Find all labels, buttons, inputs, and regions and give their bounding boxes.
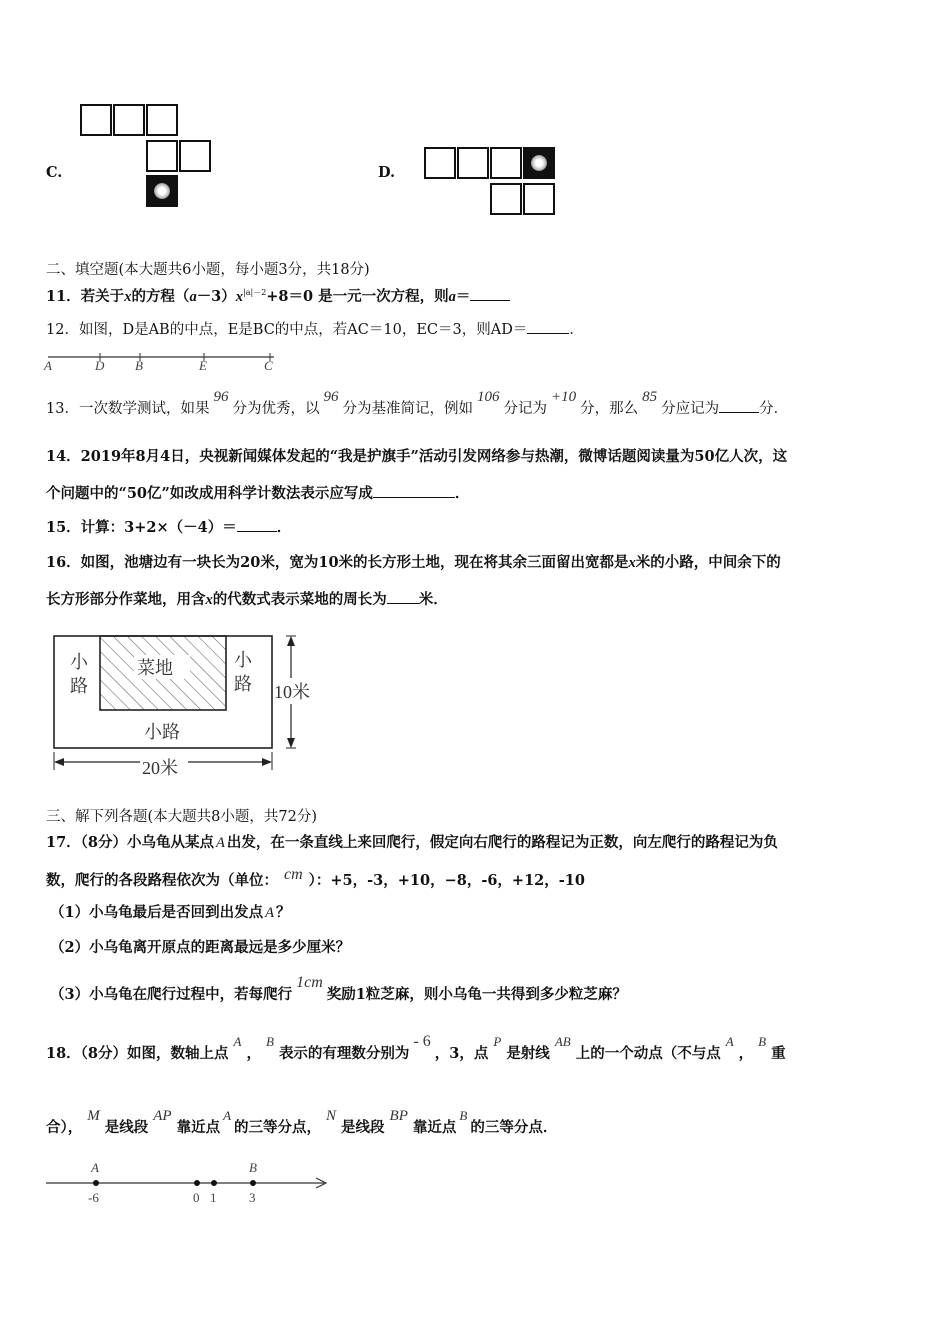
answer-blank [387,603,419,604]
garden-figure [48,628,338,780]
question-11: 11．若关于x的方程$(a-3)x^{|a|-2}+8=0$ 是一元一次方程，则a＝ [46,289,510,304]
point-one [211,1180,217,1186]
answer-blank [470,300,510,301]
option-c-label: C. [46,164,63,181]
point-label-d: D [95,358,105,373]
point-label-b: B [135,358,143,373]
question-14-line2: 个问题中的“50亿”如改成用科学计数法表示应写成 ． [46,485,470,502]
point-zero [194,1180,200,1186]
number-line-figure [42,1158,334,1210]
answer-blank [527,333,569,334]
label-a: A [91,1160,99,1175]
question-16-line2: 长方形部分作菜地，用含x的代数式表示菜地的周长为 米． [46,591,448,608]
width-label: 20米 [142,758,178,778]
question-16-line1: 16．如图，池塘边有一块长为20米，宽为10米的长方形土地，现在将其余三面留出宽都是x米的小路，中间余下的 [46,554,781,571]
left-path-label-1: 小 [70,652,88,673]
question-17-part2: （2）小乌龟离开原点的距离最远是多少厘米？ [50,939,351,956]
right-path-label-1: 小 [234,650,252,671]
q12-segment-figure [42,350,282,376]
question-17-part3: （3）小乌龟在爬行过程中，若每爬行1cm奖励1粒芝麻，则小乌龟一共得到多少粒芝麻？ [50,974,627,1003]
question-14-line1: 14．2019年8月4日，央视新闻媒体发起的“我是护旗手”活动引发网络参与热潮，微博话题阅读量为50亿人次，这 [46,448,788,465]
tick-label-0: 0 [193,1190,200,1205]
question-18-line1: 18．（8分）如图，数轴上点A，B表示的有理数分别为- 6，3，点P是射线AB上的一个动点（不与点A，B重 [46,1033,786,1062]
height-label: 10米 [274,682,310,702]
point-label-a: A [44,358,52,373]
section2-heading: 二、填空题(本大题共6小题，每小题3分，共18分) [46,262,370,278]
answer-blank [237,531,277,532]
question-13: 13．一次数学测试，如果96分为优秀，以96分为基准简记，例如106分记为+10分，那么85分应记为 分． [46,389,789,417]
question-17-line1: 17．（8分）小乌龟从某点 A 出发，在一条直线上来回爬行，假定向右爬行的路程记为正数，向左爬行的路程记为负 [46,834,778,851]
question-18-line2: 合），M是线段AP靠近点A的三等分点，N是线段BP靠近点B的三等分点． [46,1108,558,1136]
dot-icon [154,183,170,199]
point-b [250,1180,256,1186]
bottom-path-label: 小路 [144,722,180,743]
answer-blank [719,412,759,413]
question-12: 12．如图，D是AB的中点，E是BC的中点，若AC＝10，EC＝3，则AD＝ ． [46,322,584,338]
question-15: 15．计算：3+2×（－4）＝ ． [46,519,292,536]
option-c-net [80,104,220,210]
label-b: B [249,1160,257,1175]
tick-label-3: 3 [249,1190,256,1205]
point-a [93,1180,99,1186]
point-label-e: E [199,358,207,373]
left-path-label-2: 路 [70,676,88,697]
dot-icon [531,155,547,171]
option-d-net [424,147,564,219]
garden-label: 菜地 [137,658,173,679]
tick-label-1: 1 [210,1190,217,1205]
point-label-c: C [264,358,273,373]
answer-blank [373,497,455,498]
question-17-part1: （1）小乌龟最后是否回到出发点 A ？ [50,904,291,921]
right-path-label-2: 路 [234,674,252,695]
section3-heading: 三、解下列各题(本大题共8小题，共72分) [46,809,317,825]
option-d-label: D. [378,164,396,181]
tick-label-neg6: -6 [88,1190,99,1205]
question-17-line2: 数，爬行的各段路程依次为（单位： cm ）：+5，-3，+10，−8，-6，+12，-10 [46,866,585,889]
